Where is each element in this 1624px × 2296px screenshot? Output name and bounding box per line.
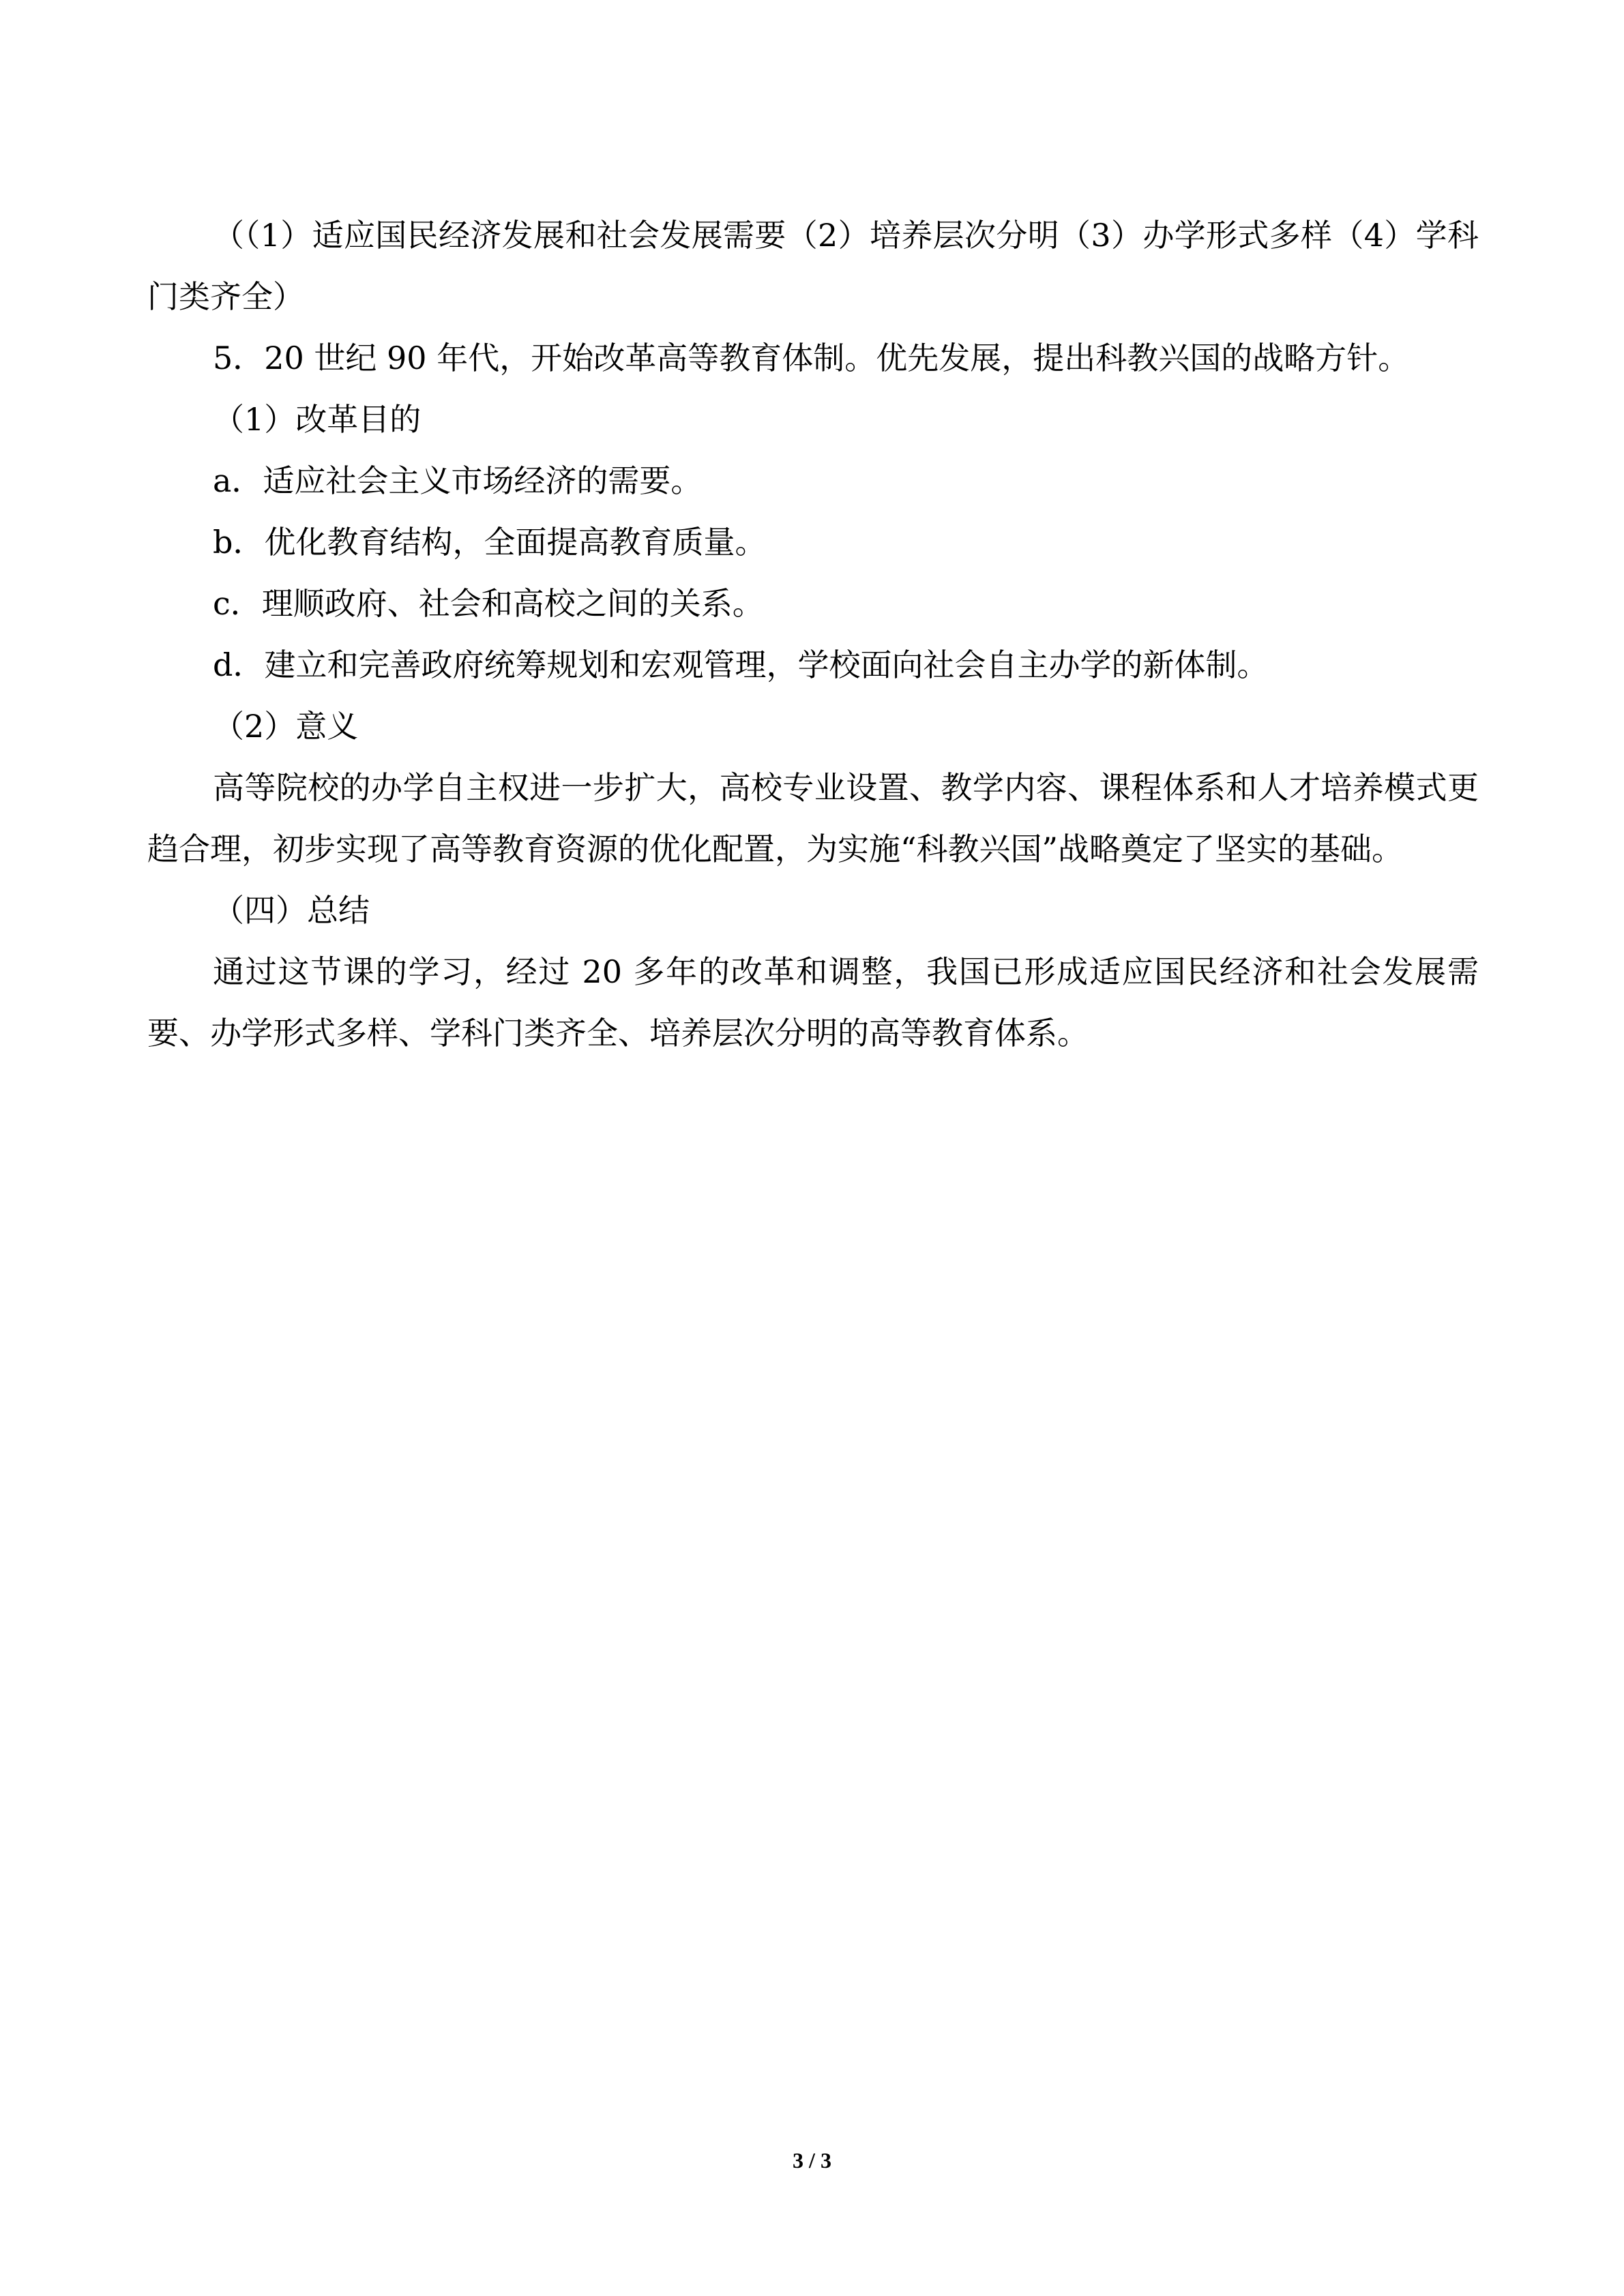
- paragraph-summary: 通过这节课的学习，经过 20 多年的改革和调整，我国已形成适应国民经济和社会发展需要、办学形式多样、学科门类齐全、培养层次分明的高等教育体系。: [147, 953, 1479, 1052]
- page-number: 3 / 3: [793, 2148, 831, 2173]
- subheading-significance: （2）意义: [213, 708, 359, 745]
- paragraph-training-features: （（1）适应国民经济发展和社会发展需要（2）培养层次分明（3）办学形式多样（4）学科门类齐全）: [147, 217, 1479, 315]
- paragraph-reform-90s: 5．20 世纪 90 年代，开始改革高等教育体制。优先发展，提出科教兴国的战略方针。: [213, 340, 1410, 376]
- list-item-a: a．适应社会主义市场经济的需要。: [213, 462, 703, 499]
- section-heading-summary: （四）总结: [213, 892, 370, 929]
- list-item-d: d．建立和完善政府统筹规划和宏观管理，学校面向社会自主办学的新体制。: [213, 646, 1269, 683]
- list-item-b: b．优化教育结构，全面提高教育质量。: [213, 524, 767, 561]
- paragraph-significance: 高等院校的办学自主权进一步扩大，高校专业设置、教学内容、课程体系和人才培养模式更趋合理，初步实现了高等教育资源的优化配置，为实施“科教兴国”战略奠定了坚实的基础。: [147, 769, 1479, 867]
- document-body: [147, 205, 1479, 1064]
- list-item-c: c．理顺政府、社会和高校之间的关系。: [213, 585, 764, 622]
- subheading-reform-purpose: （1）改革目的: [213, 401, 422, 438]
